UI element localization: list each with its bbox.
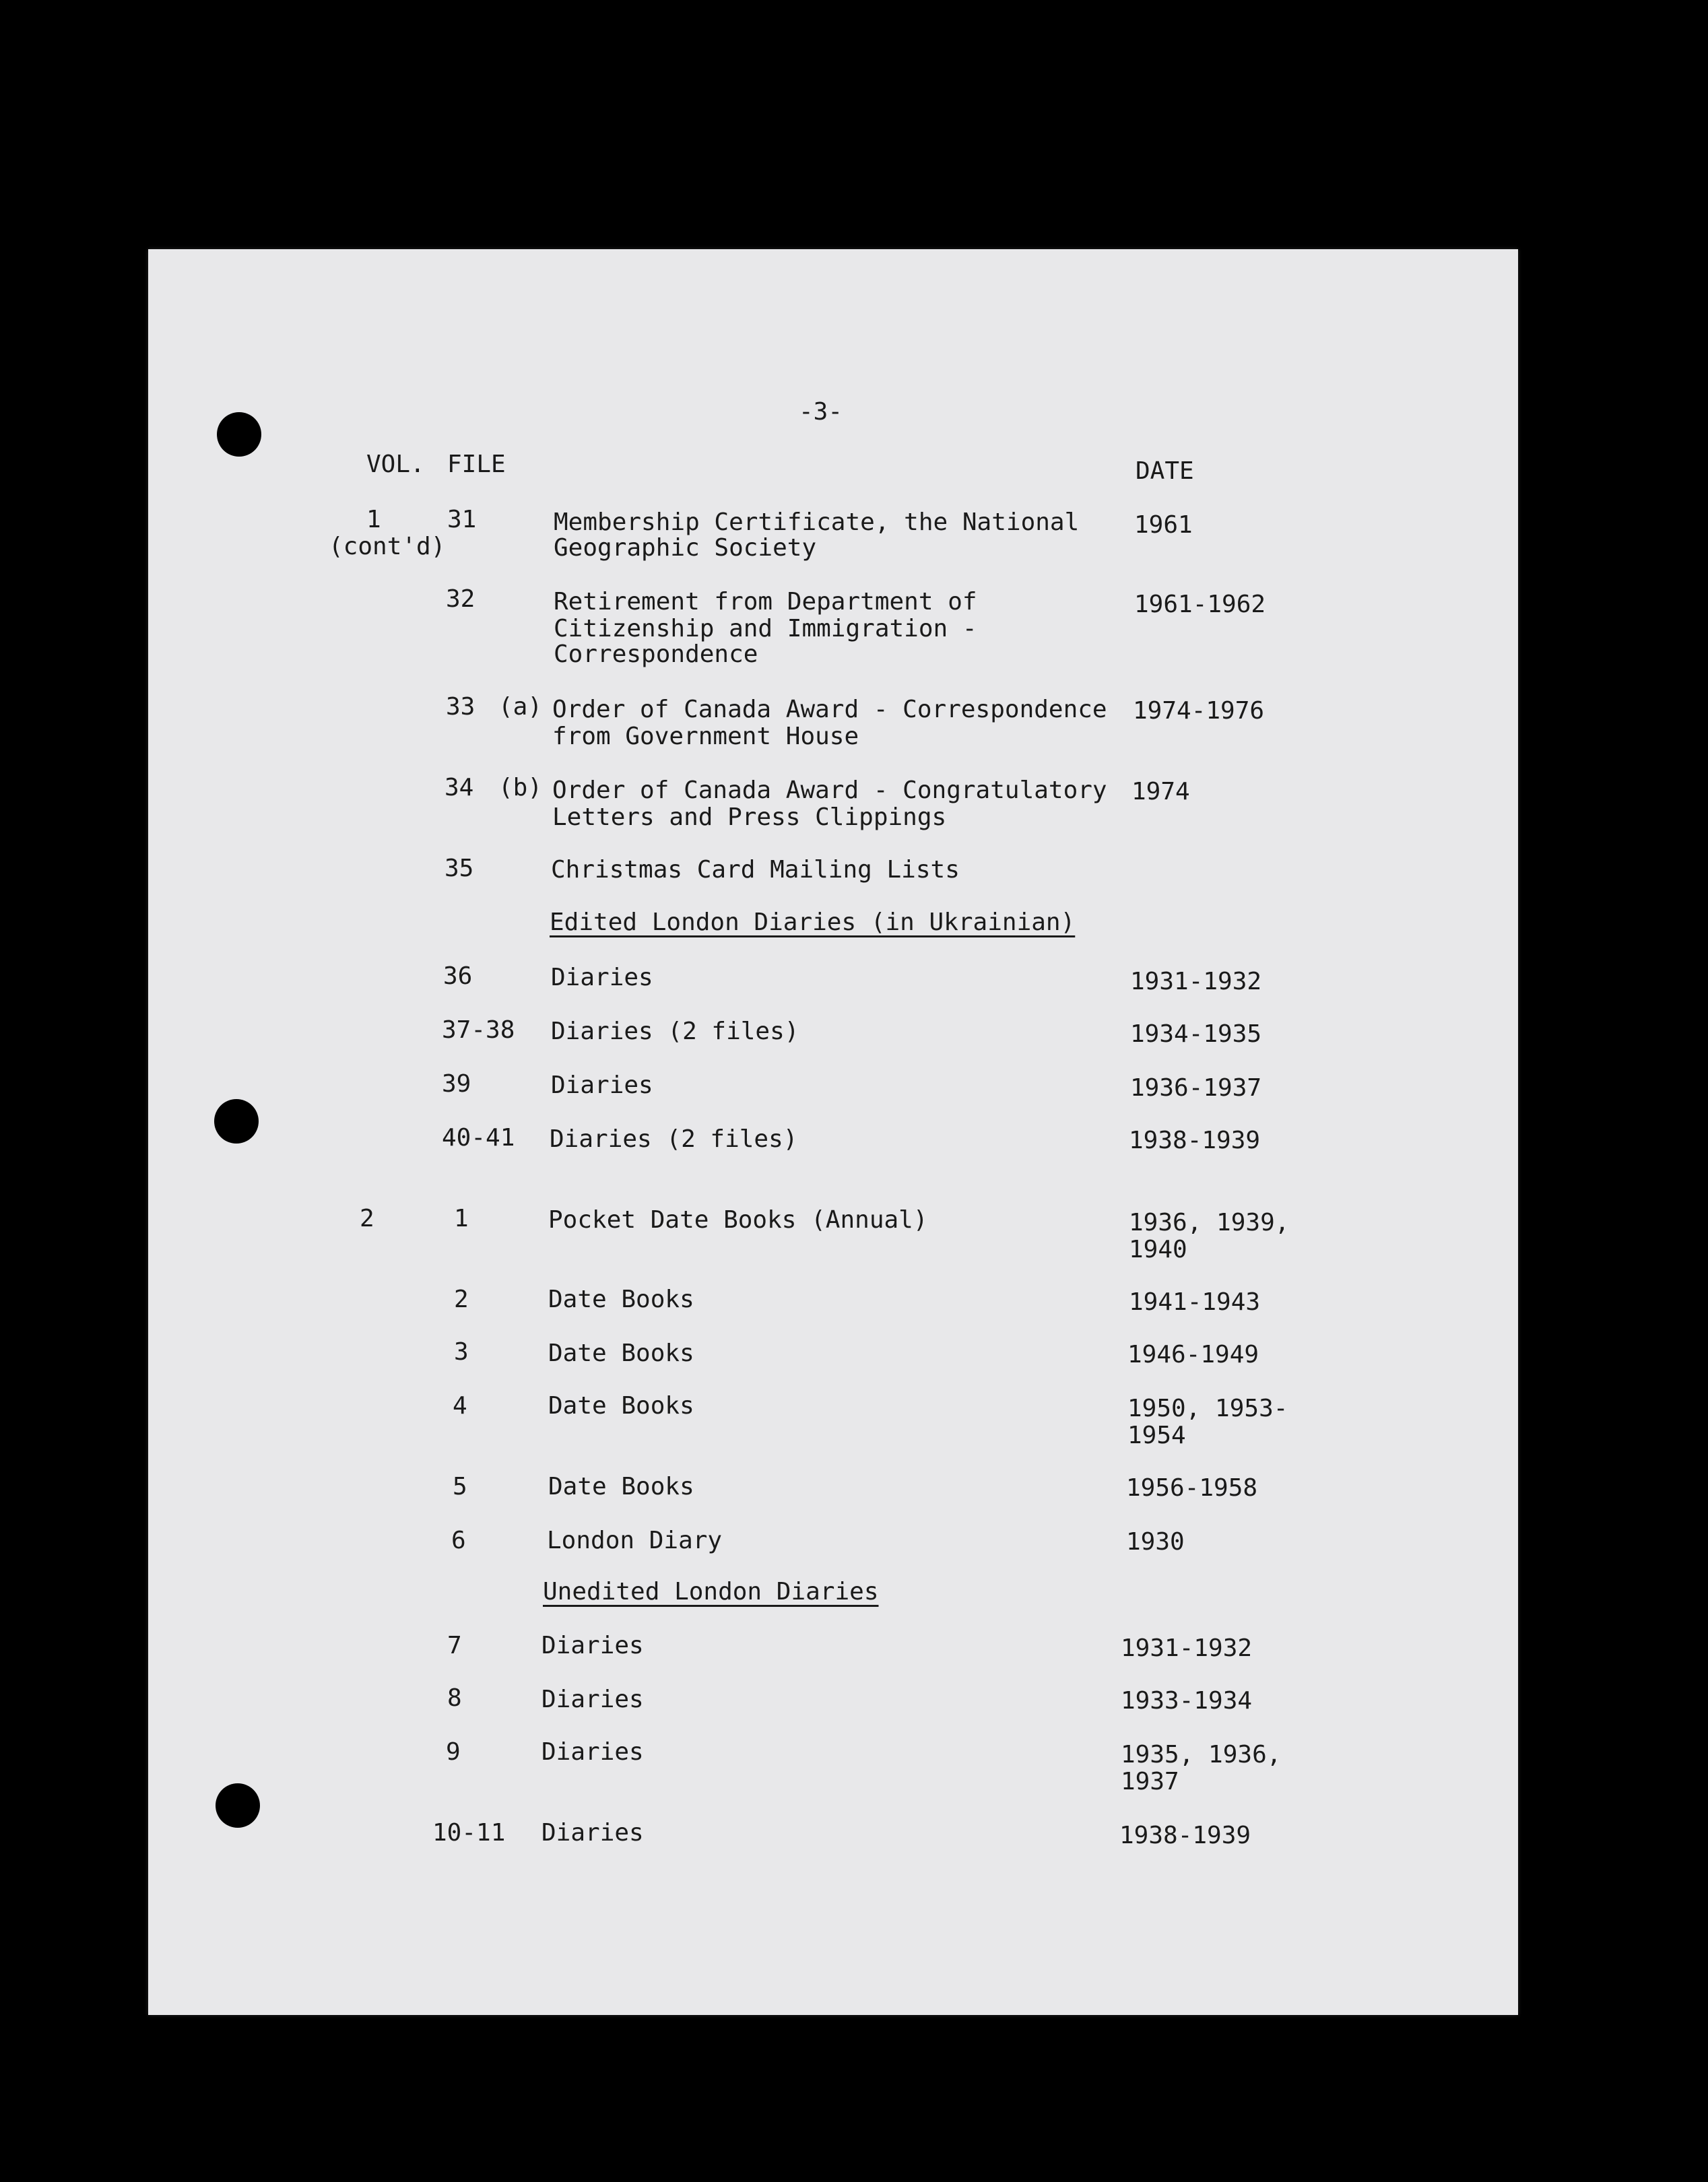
file-number: 10-11 [432,1819,506,1847]
file-description: Membership Certificate, the National [554,508,1080,536]
binder-hole-middle [214,1099,259,1144]
file-date: 1938-1939 [1129,1127,1261,1154]
file-number: 36 [443,962,473,990]
file-date: 1937 [1121,1768,1179,1795]
file-date: 1961 [1134,511,1193,539]
file-number: 31 [447,506,477,533]
file-number: 8 [447,1684,462,1712]
file-number: 34 [445,774,474,801]
file-number: 2 [454,1286,469,1313]
header-date: DATE [1136,457,1194,485]
file-description: Diaries [541,1686,644,1713]
file-date: 1936-1937 [1130,1074,1262,1102]
section-heading-edited-diaries: Edited London Diaries (in Ukrainian) [550,908,1076,936]
file-date: 1938-1939 [1119,1822,1251,1849]
file-description: Retirement from Department of [554,588,977,616]
file-date: 1940 [1129,1236,1187,1263]
file-description: London Diary [547,1527,723,1554]
file-date: 1956-1958 [1126,1474,1258,1502]
file-date: 1950, 1953- [1127,1395,1288,1422]
file-description: Citizenship and Immigration - [554,615,977,642]
file-date: 1931-1932 [1121,1634,1253,1662]
vol-2-number: 2 [360,1205,374,1232]
file-date: 1941-1943 [1129,1288,1261,1316]
file-number: 37-38 [442,1016,515,1044]
file-description: Diaries (2 files) [551,1018,799,1045]
file-sub-label: (a) [498,693,543,721]
file-description: Date Books [548,1392,694,1420]
file-number: 1 [454,1205,469,1232]
file-description: Christmas Card Mailing Lists [551,856,960,884]
file-description: Order of Canada Award - Congratulatory [552,776,1107,804]
file-date: 1935, 1936, [1121,1741,1282,1768]
file-date: 1933-1934 [1121,1687,1253,1715]
file-number: 35 [445,855,474,882]
file-number: 6 [451,1527,466,1554]
file-number: 3 [454,1338,469,1366]
vol-1-number: 1 [366,506,381,533]
file-number: 5 [453,1473,467,1500]
file-number: 40-41 [442,1124,515,1152]
section-heading-unedited-diaries: Unedited London Diaries [543,1578,879,1606]
file-number: 9 [446,1738,461,1766]
file-date: 1931-1932 [1130,968,1262,995]
file-date: 1974-1976 [1133,697,1265,725]
file-date: 1934-1935 [1130,1020,1262,1048]
file-number: 39 [442,1070,471,1098]
file-description: Correspondence [554,640,758,668]
file-description: Date Books [548,1286,694,1313]
page-number: -3- [799,398,843,426]
file-description: Pocket Date Books (Annual) [548,1206,928,1234]
binder-hole-bottom [216,1783,260,1828]
file-description: from Government House [552,723,859,750]
file-description: Diaries (2 files) [550,1125,798,1153]
file-number: 4 [453,1392,467,1420]
file-description: Geographic Society [554,534,817,562]
file-number: 32 [446,585,475,613]
file-description: Date Books [548,1340,694,1367]
file-description: Diaries [541,1819,644,1847]
file-date: 1961-1962 [1134,591,1266,618]
file-date: 1946-1949 [1127,1341,1259,1368]
file-sub-label: (b) [498,774,543,801]
file-date: 1954 [1127,1422,1186,1449]
file-date: 1930 [1126,1528,1185,1556]
header-file: FILE [447,451,506,478]
file-description: Diaries [541,1632,644,1659]
binder-hole-top [217,412,261,457]
file-description: Diaries [551,964,653,991]
file-description: Order of Canada Award - Correspondence [552,696,1107,723]
file-description: Diaries [551,1071,653,1099]
vol-1-contd: (cont'd) [329,533,446,560]
file-description: Letters and Press Clippings [552,803,947,831]
file-date: 1936, 1939, [1129,1209,1290,1236]
file-description: Diaries [541,1738,644,1766]
file-date: 1974 [1131,778,1190,805]
file-number: 7 [447,1632,462,1659]
file-number: 33 [446,693,475,721]
header-vol: VOL. [366,451,425,478]
file-description: Date Books [548,1473,694,1500]
